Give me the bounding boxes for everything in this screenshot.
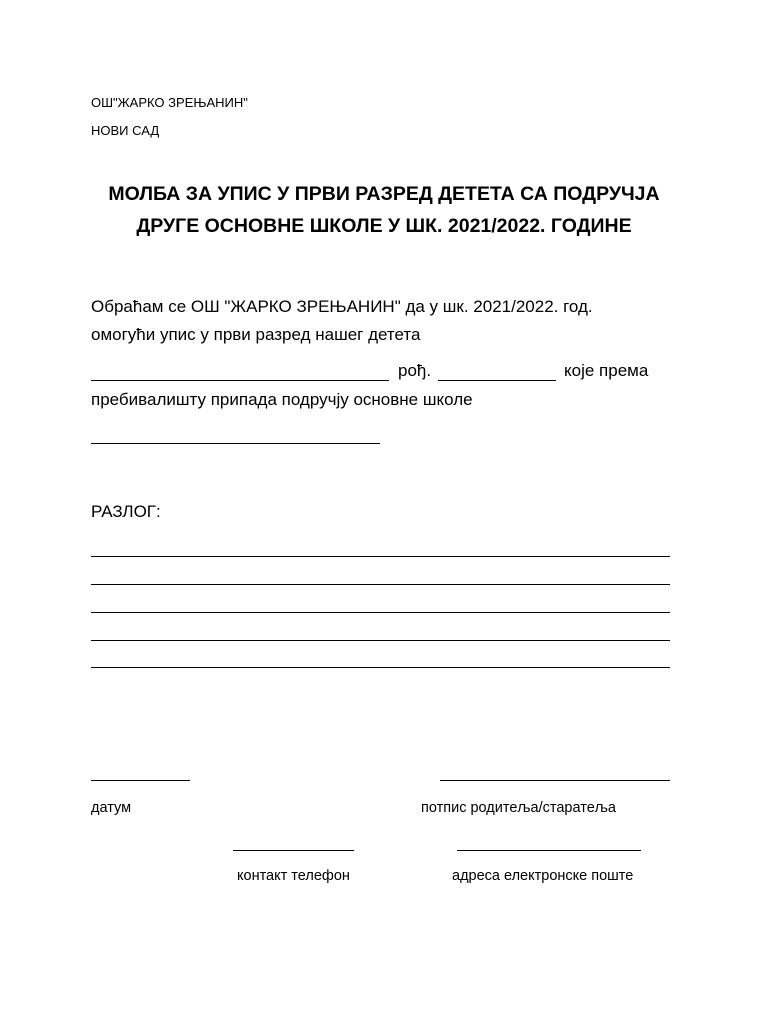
which-label: које према	[564, 361, 649, 380]
reason-line-3[interactable]	[91, 612, 670, 613]
reason-line-4[interactable]	[91, 640, 670, 641]
body-line-1: Обраћам се ОШ "ЖАРКО ЗРЕЊАНИН" да у шк. 2021/2022. год.	[91, 297, 593, 316]
home-school-field[interactable]	[91, 443, 380, 444]
body-line-2: омогући упис у први разред нашег детета	[91, 325, 421, 344]
date-label: датум	[91, 800, 132, 816]
school-name: ОШ"ЖАРКО ЗРЕЊАНИН"	[91, 95, 248, 110]
birth-date-field[interactable]	[438, 380, 556, 381]
body-line-4: пребивалишту припада подручју основне школе	[91, 390, 473, 409]
date-field[interactable]	[91, 780, 190, 781]
signature-label: потпис родитеља/старатеља	[421, 800, 616, 816]
signature-field[interactable]	[440, 780, 670, 781]
city-name: НОВИ САД	[91, 123, 160, 138]
reason-line-1[interactable]	[91, 556, 670, 557]
form-title-line-1: МОЛБА ЗА УПИС У ПРВИ РАЗРЕД ДЕТЕТА СА ПОДРУЧЈА	[108, 183, 660, 205]
phone-label: контакт телефон	[237, 868, 350, 884]
reason-line-5[interactable]	[91, 667, 670, 668]
reason-line-2[interactable]	[91, 584, 670, 585]
born-label: рођ.	[398, 361, 432, 380]
child-name-field[interactable]	[91, 380, 389, 381]
email-label: адреса електронске поште	[452, 868, 634, 884]
email-field[interactable]	[457, 850, 641, 851]
form-title-line-2: ДРУГЕ ОСНОВНЕ ШКОЛЕ У ШК. 2021/2022. ГОДИНЕ	[136, 215, 632, 237]
reason-label: РАЗЛОГ:	[91, 502, 161, 521]
phone-field[interactable]	[233, 850, 354, 851]
